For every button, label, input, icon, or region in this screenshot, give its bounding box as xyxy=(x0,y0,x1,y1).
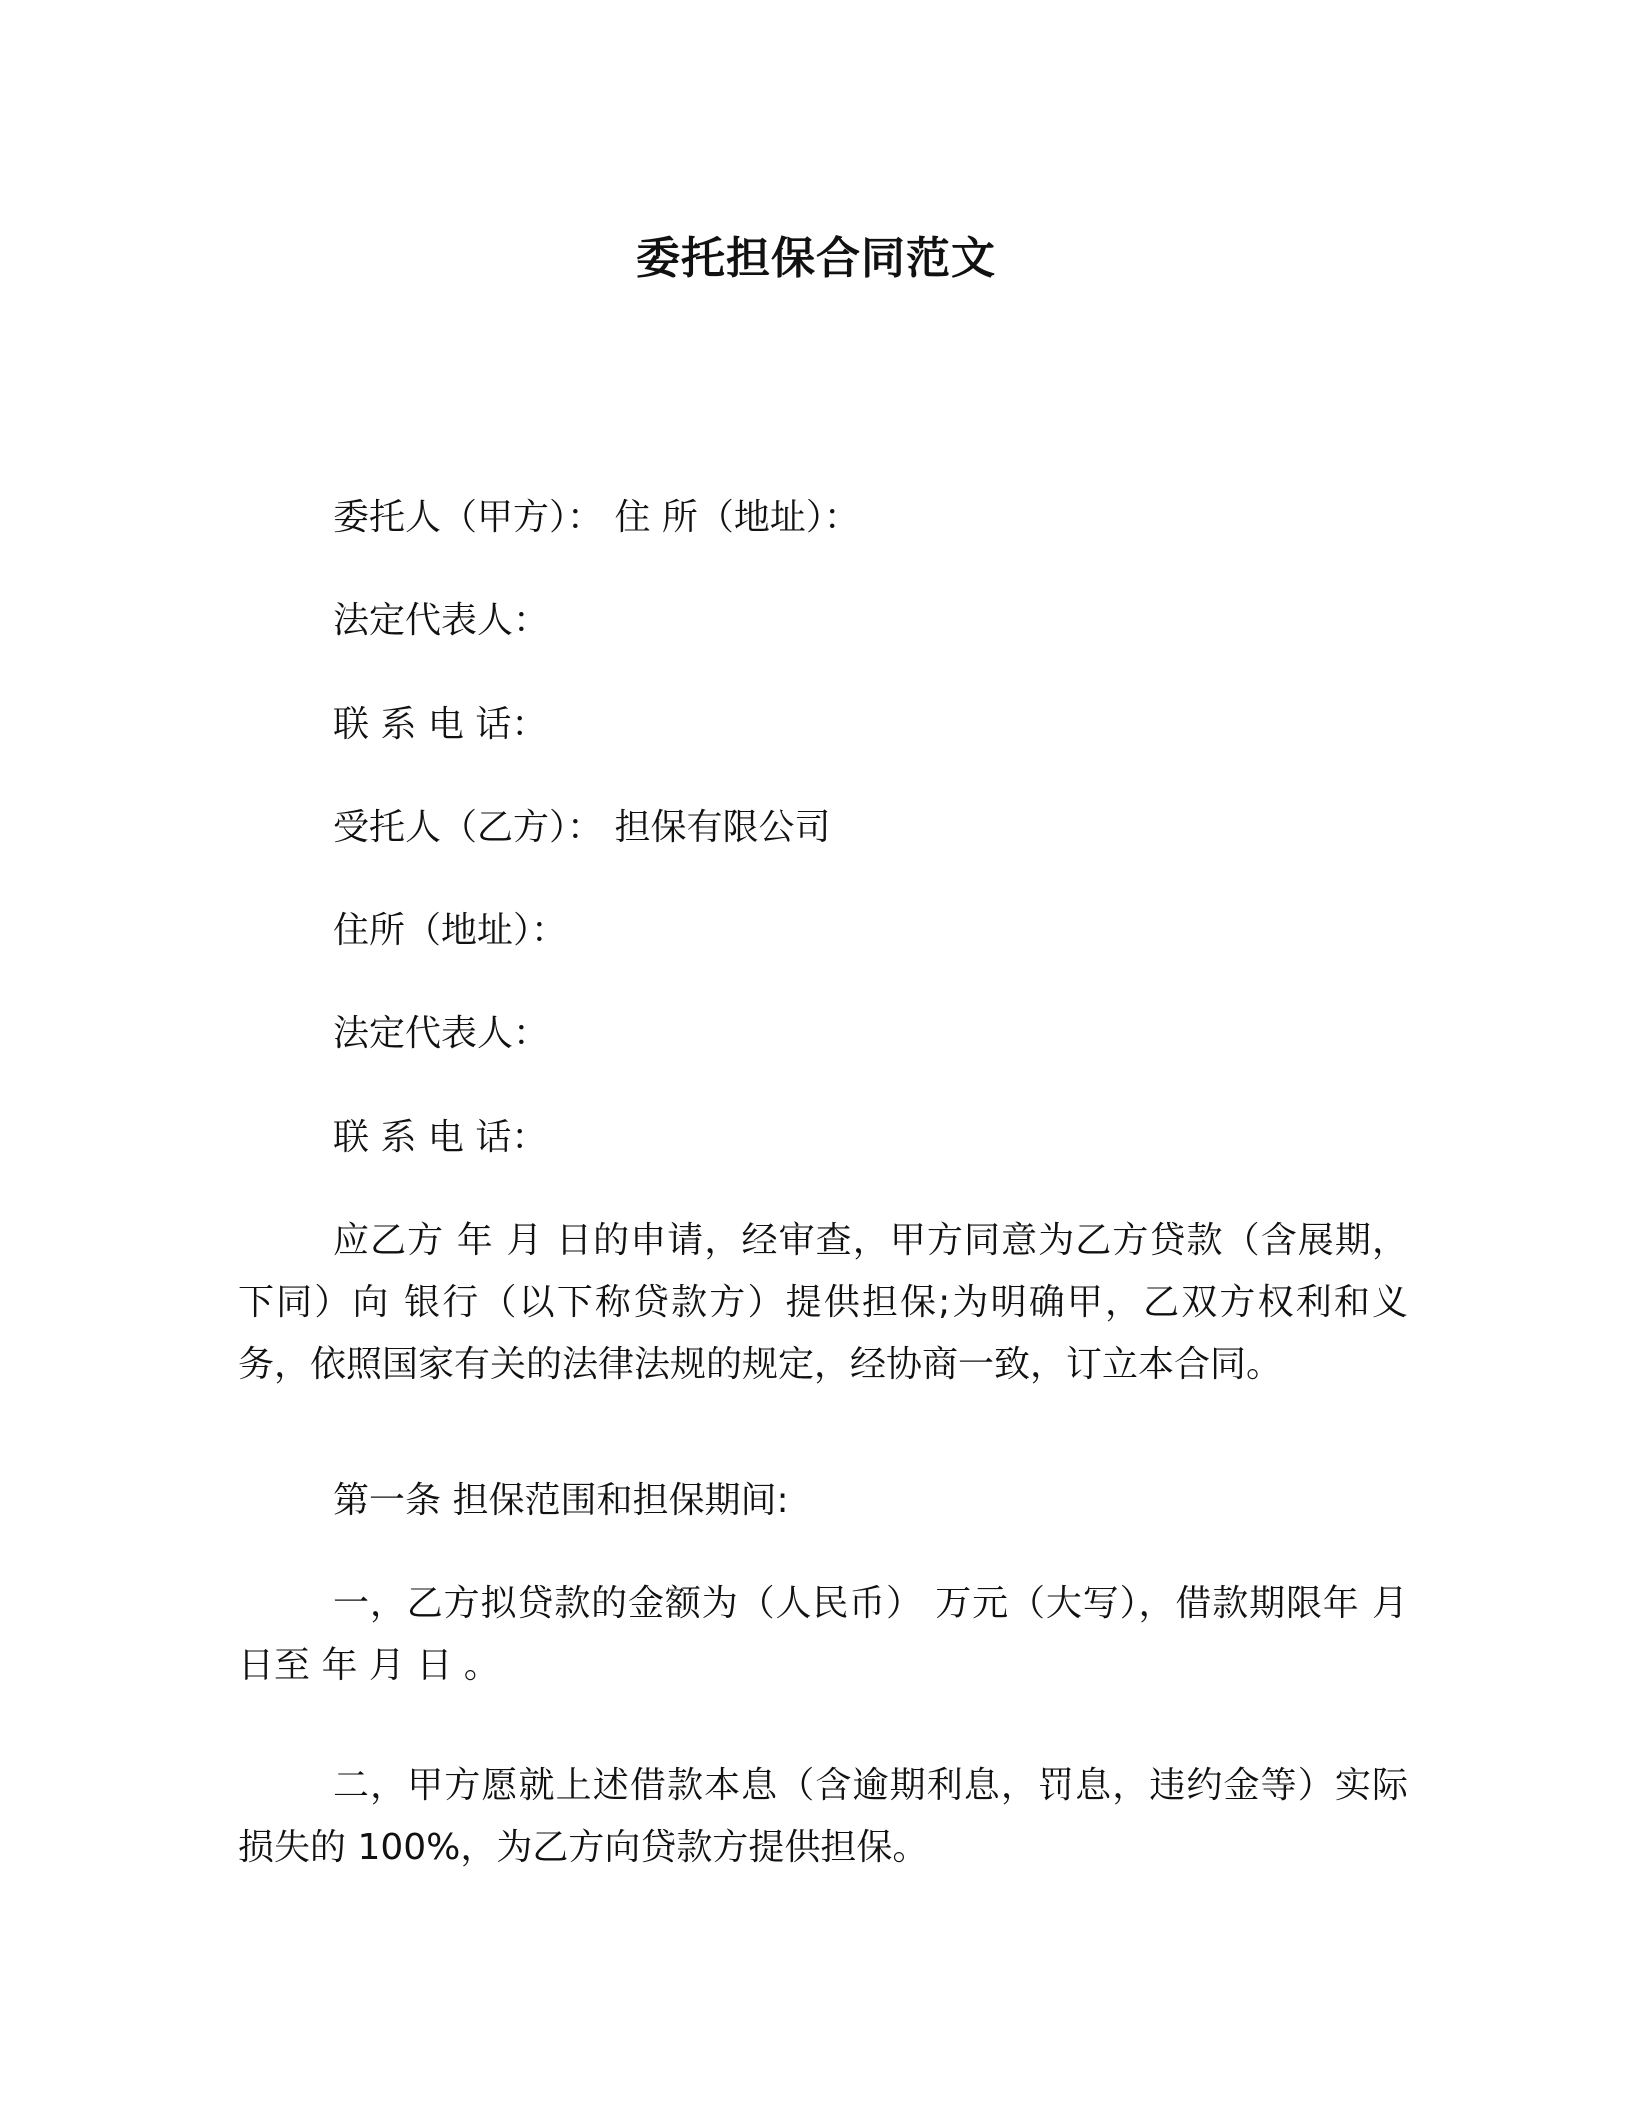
party-b-phone: 联 系 电 话： xyxy=(333,1117,548,1158)
party-a-header: 委托人（甲方）： 住 所（地址）： xyxy=(333,497,860,538)
party-b-header: 受托人（乙方）： 担保有限公司 xyxy=(333,807,831,848)
party-b-address: 住所（地址）： xyxy=(333,910,568,951)
party-a-phone: 联 系 电 话： xyxy=(333,704,548,745)
preamble-paragraph: 应乙方 年 月 日的申请，经审查，甲方同意为乙方贷款（含展期，下同）向 银行（以下称贷款方）提供担保;为明确甲，乙双方权利和义务，依照国家有关的法律法规的规定，经协商一致，订立本合同。 xyxy=(238,1220,1408,1385)
party-a-representative: 法定代表人： xyxy=(333,600,550,641)
document-title: 委托担保合同范文 xyxy=(636,233,996,284)
clause-2-paragraph: 二，甲方愿就上述借款本息（含逾期利息，罚息，违约金等）实际损失的 100%，为乙方向贷款方提供担保。 xyxy=(238,1765,1408,1868)
party-b-representative: 法定代表人： xyxy=(333,1013,550,1054)
clause-1-paragraph: 一，乙方拟贷款的金额为（人民币） 万元（大写），借款期限年 月 日至 年 月 日 。 xyxy=(238,1583,1408,1686)
article-1-heading: 第一条 担保范围和担保期间: xyxy=(333,1480,789,1521)
